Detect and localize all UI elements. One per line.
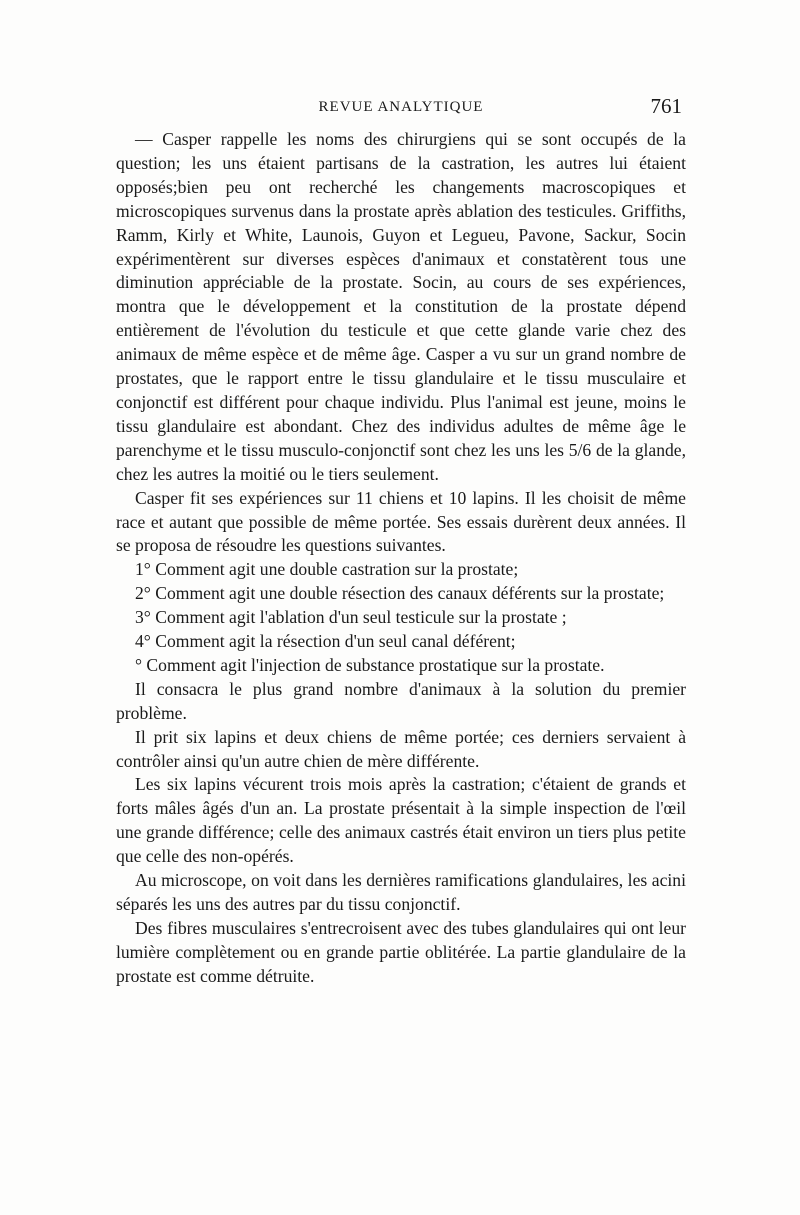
paragraph: Casper fit ses expériences sur 11 chiens et 10 lapins. Il les choisit de même race et autant que possible de même portée. Ses essais durèrent deux années. Il se proposa de résoudre les questions suivantes. (116, 487, 686, 556)
list-item: 4° Comment agit la résection d'un seul canal déférent; (135, 631, 516, 652)
body-text (116, 128, 686, 989)
list-item: 1° Comment agit une double castration sur la prostate; (135, 559, 519, 580)
paragraph: Des fibres musculaires s'entrecroisent avec des tubes glandulaires qui ont leur lumière complètement ou en grande partie oblitérée. La partie glandulaire de la prostate est comme détruite. (116, 917, 686, 986)
paragraph: Au microscope, on voit dans les dernières ramifications glandulaires, les acini séparés les uns des autres par du tissu conjonctif. (116, 870, 686, 914)
list-item: 2° Comment agit une double résection des canaux déférents sur la prostate; (135, 583, 665, 604)
paragraph: — Casper rappelle les noms des chirurgiens qui se sont occupés de la question; les uns étaient partisans de la castration, les autres lui étaient opposés;bien peu ont recherché les changements macroscopiques et microscopiques survenus dans la prostate après ablation des testicules. Griffiths, Ramm, Kirly et White, Launois, Guyon et Legueu, Pavone, Sackur, Socin expérimentèrent sur diverses espèces d'animaux et constatèrent tous une diminution appréciable de la prostate. Socin, au cours de ses expériences, montra que le développement et la constitution de la prostate dépend entièrement de l'évolution du testicule et que cette glande varie chez des animaux de même espèce et de même âge. Casper a vu sur un grand nombre de prostates, que le rapport entre le tissu glandulaire et le tissu musculaire et conjonctif est différent pour chaque individu. Plus l'animal est jeune, moins le tissu glandulaire est abondant. Chez des individus adultes de même âge le parenchyme et le tissu musculo-conjonctif sont chez les uns les 5/6 de la glande, chez les autres la moitié ou le tiers seulement. (116, 129, 686, 484)
list-item: 3° Comment agit l'ablation d'un seul testicule sur la prostate ; (135, 607, 567, 628)
running-head: REVUE ANALYTIQUE (318, 99, 484, 115)
list-item: ° Comment agit l'injection de substance prostatique sur la prostate. (135, 654, 605, 675)
page-number: 761 (650, 94, 682, 118)
paragraph: Il prit six lapins et deux chiens de même portée; ces derniers servaient à contrôler ainsi qu'un autre chien de mère différente. (116, 726, 686, 771)
paragraph: Les six lapins vécurent trois mois après la castration; c'étaient de grands et forts mâles âgés d'un an. La prostate présentait à la simple inspection de l'œil une grande différence; celle des animaux castrés était environ un tiers plus petite que celle des non-opérés. (116, 774, 686, 867)
page-header (116, 96, 686, 120)
paragraph: Il consacra le plus grand nombre d'animaux à la solution du premier problème. (116, 678, 686, 723)
